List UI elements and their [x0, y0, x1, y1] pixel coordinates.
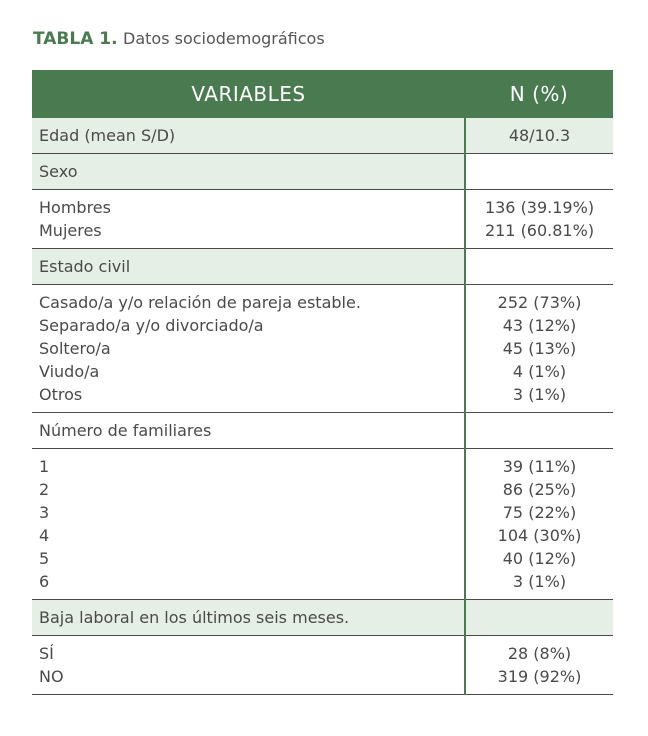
header-variables: VARIABLES — [32, 70, 465, 118]
list-item-value: 3 (1%) — [512, 385, 567, 404]
list-item-label: Mujeres — [39, 221, 102, 240]
table-row-numero-familiares — [32, 413, 613, 449]
list-item-value: 211 (60.81%) — [484, 221, 595, 240]
row-label: Baja laboral en los últimos seis meses. — [32, 600, 465, 636]
row-labels — [32, 636, 465, 695]
list-item-label: Separado/a y/o divorciado/a — [39, 316, 264, 335]
list-item-value: 319 (92%) — [497, 667, 582, 686]
list-item-value: 136 (39.19%) — [484, 198, 595, 217]
list-item-label: Casado/a y/o relación de pareja estable. — [39, 293, 361, 312]
row-values — [465, 285, 613, 413]
list-item-label: 3 — [39, 503, 50, 522]
list-item-label: SÍ — [39, 644, 54, 663]
list-item-value: 86 (25%) — [502, 480, 577, 499]
table-row-sexo — [32, 154, 613, 190]
row-label: Sexo — [32, 154, 465, 190]
list-item-label: 1 — [39, 457, 50, 476]
list-item-label: 2 — [39, 480, 50, 499]
row-value: 48/10.3 — [465, 118, 613, 154]
row-value — [465, 600, 613, 636]
list-item-label: NO — [39, 667, 64, 686]
list-item-value: 252 (73%) — [497, 293, 582, 312]
table-caption — [33, 28, 325, 50]
row-label: Edad (mean S/D) — [32, 118, 465, 154]
row-values — [465, 636, 613, 695]
row-labels — [32, 285, 465, 413]
list-item-label: 5 — [39, 549, 50, 568]
row-value — [465, 154, 613, 190]
list-item-value: 40 (12%) — [502, 549, 577, 568]
header-n-percent: N (%) — [465, 70, 613, 118]
list-item-label: Soltero/a — [39, 339, 111, 358]
table-title: Datos sociodemográficos — [123, 29, 325, 48]
row-labels — [32, 449, 465, 600]
row-value — [465, 413, 613, 449]
list-item-label: Otros — [39, 385, 83, 404]
row-values — [465, 449, 613, 600]
list-item-label: 4 — [39, 526, 50, 545]
list-item-label: 6 — [39, 572, 50, 591]
sociodemographic-table — [32, 70, 613, 695]
list-item-value: 4 (1%) — [512, 362, 567, 381]
list-item-value: 28 (8%) — [507, 644, 572, 663]
table-row-baja-laboral — [32, 600, 613, 636]
list-item-label: Hombres — [39, 198, 111, 217]
table-row-numero-familiares-values — [32, 449, 613, 600]
list-item-value: 43 (12%) — [502, 316, 577, 335]
list-item-label: Viudo/a — [39, 362, 100, 381]
row-value — [465, 249, 613, 285]
table-row-estado-civil — [32, 249, 613, 285]
header-row — [32, 70, 613, 118]
row-label: Número de familiares — [32, 413, 465, 449]
list-item-value: 104 (30%) — [497, 526, 582, 545]
list-item-value: 45 (13%) — [502, 339, 577, 358]
list-item-value: 3 (1%) — [512, 572, 567, 591]
row-labels — [32, 190, 465, 249]
table-row-sexo-values — [32, 190, 613, 249]
table-row-estado-civil-values — [32, 285, 613, 413]
table-row-edad — [32, 118, 613, 154]
table-number: TABLA 1. — [33, 29, 118, 49]
row-values — [465, 190, 613, 249]
list-item-value: 39 (11%) — [502, 457, 577, 476]
list-item-value: 75 (22%) — [502, 503, 577, 522]
row-label: Estado civil — [32, 249, 465, 285]
table-row-baja-laboral-values — [32, 636, 613, 695]
